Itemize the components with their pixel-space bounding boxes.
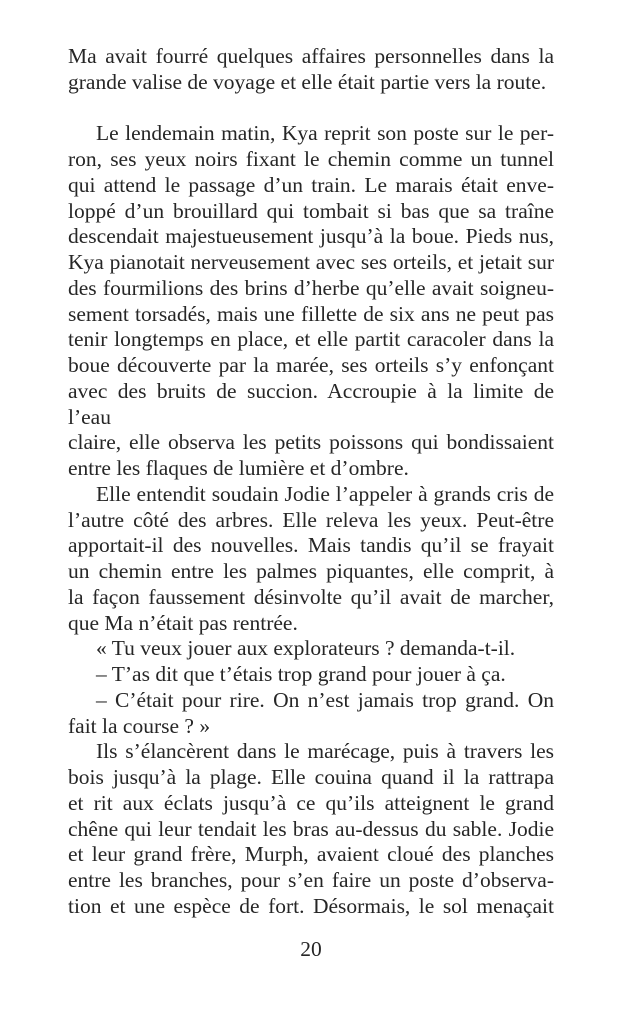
text-line: – C’était pour rire. On n’est jamais trop grand. On: [96, 687, 554, 712]
text-line: loppé d’un brouillard qui tombait si bas que sa traîne: [68, 198, 554, 223]
text-line: un chemin entre les palmes piquantes, elle comprit, à: [68, 559, 554, 583]
text-line: chêne qui leur tendait les bras au-dessus du sable. Jodie: [68, 816, 554, 841]
text-line: la façon faussement désinvolte qu’il avait de marcher,: [68, 584, 554, 609]
paragraph: [68, 636, 554, 662]
text-line: boue découverte par la marée, ses orteils s’y enfonçant: [68, 353, 554, 377]
text-line: descendait majestueusement jusqu’à la boue. Pieds nus,: [68, 224, 554, 249]
text-line: bois jusqu’à la plage. Elle couina quand il la rattrapa: [68, 765, 554, 789]
text-line: Ils s’élancèrent dans le marécage, puis à travers les: [96, 739, 554, 764]
page-number: 20: [300, 936, 322, 961]
text-line: sement torsadés, mais une fillette de six ans ne peut pas: [68, 301, 554, 326]
text-line: tion et une espèce de fort. Désormais, le sol menaçait: [68, 893, 554, 918]
text-line: l’autre côté des arbres. Elle releva les yeux. Peut-être: [68, 507, 554, 532]
text-line: des fourmilions des brins d’herbe qu’elle avait soigneu-: [68, 275, 554, 300]
text-line: tenir longtemps en place, et elle partit caracoler dans la: [68, 327, 554, 352]
text-line: fait la course ? »: [68, 713, 211, 738]
text-line: grande valise de voyage et elle était partie vers la route.: [68, 69, 547, 94]
text-line: avec des bruits de succion. Accroupie à la limite de l’eau: [68, 378, 554, 429]
text-line: « Tu veux jouer aux explorateurs ? demanda-t-il.: [96, 636, 516, 661]
text-line: claire, elle observa les petits poissons qui bondissaient: [68, 430, 554, 455]
paragraph: [68, 121, 554, 482]
paragraph: [68, 44, 554, 96]
text-line: – T’as dit que t’étais trop grand pour jouer à ça.: [96, 662, 506, 686]
text-line: Kya pianotait nerveusement avec ses orteils, et jetait sur: [68, 250, 554, 274]
text-line: entre les branches, pour s’en faire un poste d’observa-: [68, 868, 554, 892]
book-text-column: [68, 44, 554, 920]
paragraph: [68, 739, 554, 919]
text-line: et leur grand frère, Murph, avaient cloué des planches: [68, 842, 554, 867]
text-line: que Ma n’était pas rentrée.: [68, 610, 298, 635]
paragraph: [68, 482, 554, 637]
text-line: Elle entendit soudain Jodie l’appeler à grands cris de: [96, 481, 554, 506]
text-line: entre les flaques de lumière et d’ombre.: [68, 456, 409, 480]
text-line: apportait-il des nouvelles. Mais tandis qu’il se frayait: [68, 533, 554, 558]
text-line: qui attend le passage d’un train. Le marais était enve-: [68, 172, 554, 197]
text-line: Le lendemain matin, Kya reprit son poste sur le per-: [96, 121, 554, 146]
paragraph: [68, 688, 554, 740]
text-line: Ma avait fourré quelques affaires personnelles dans la: [68, 44, 554, 68]
text-line: ron, ses yeux noirs fixant le chemin comme un tunnel: [68, 147, 554, 171]
text-line: et rit aux éclats jusqu’à ce qu’ils atteignent le grand: [68, 790, 554, 815]
paragraph: [68, 662, 554, 688]
